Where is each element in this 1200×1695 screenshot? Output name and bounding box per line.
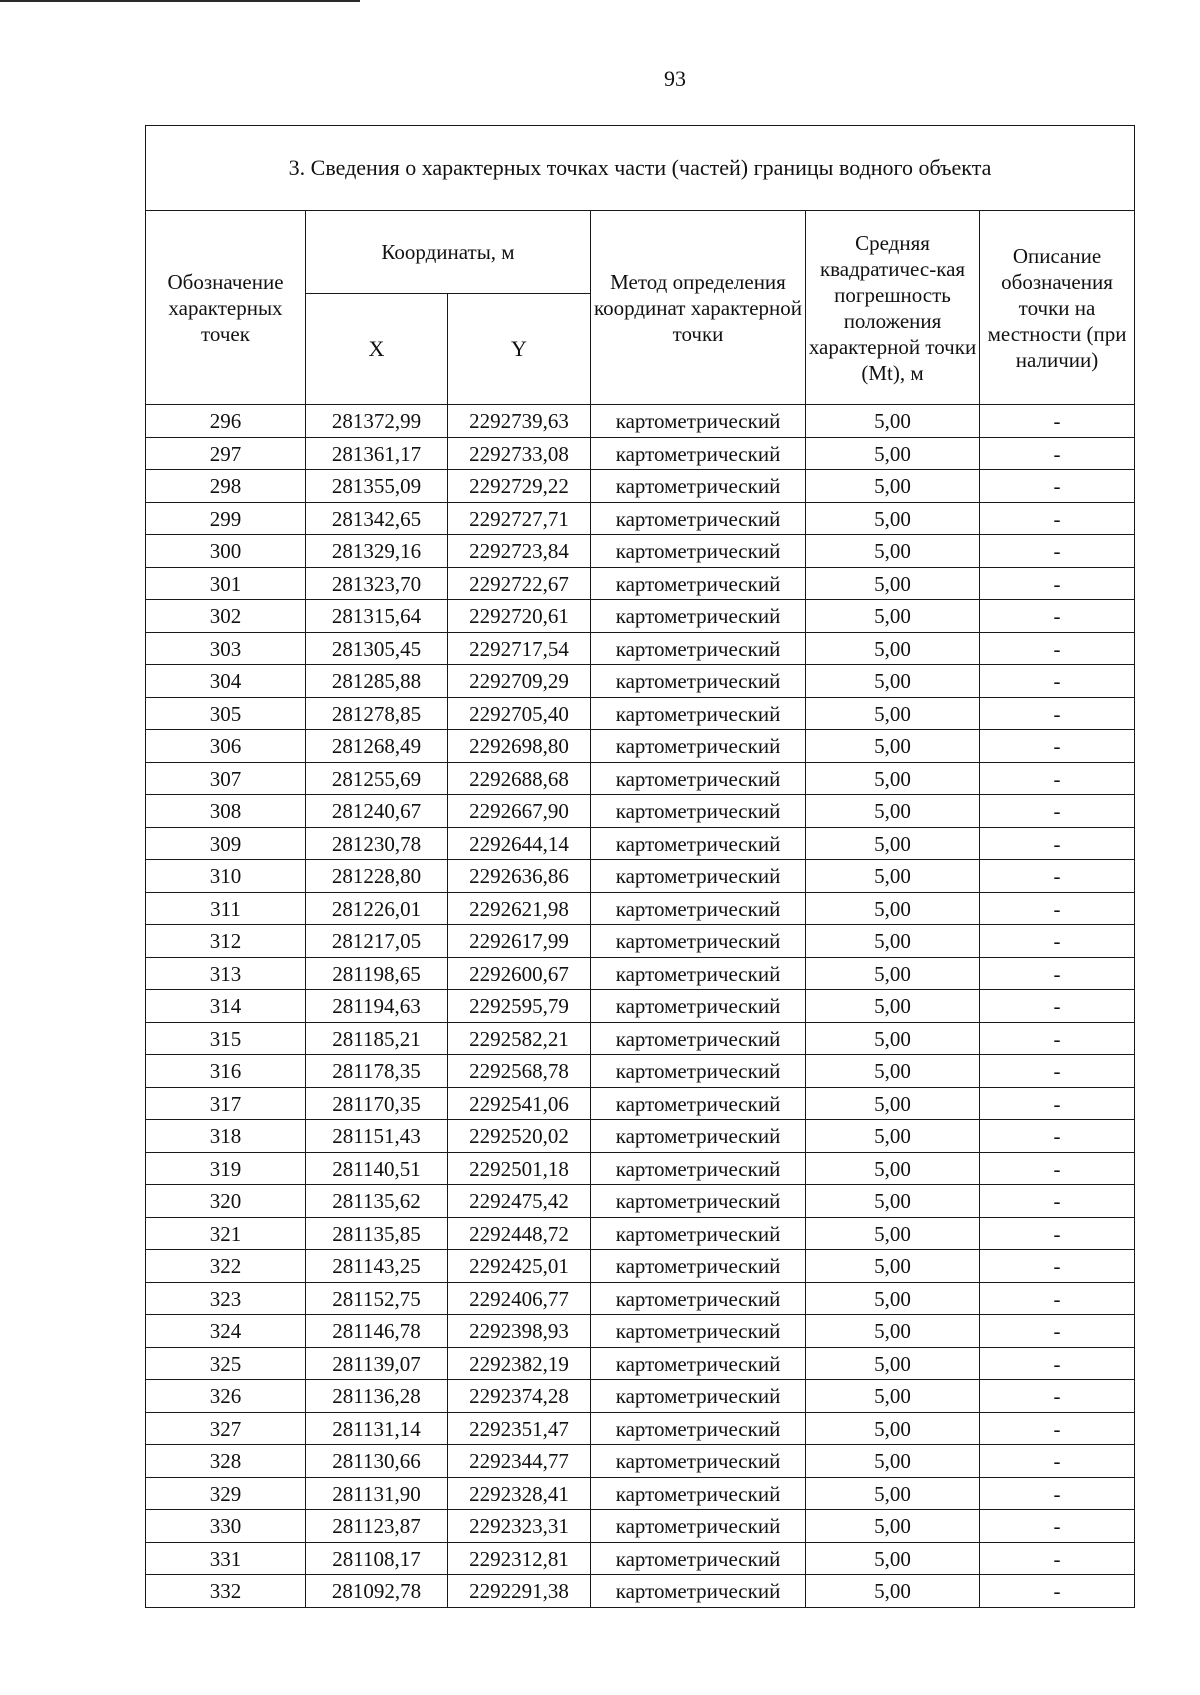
table-row bbox=[146, 437, 1135, 470]
cell-point: 332 bbox=[146, 1575, 306, 1608]
cell-description: - bbox=[980, 827, 1135, 860]
cell-description: - bbox=[980, 1185, 1135, 1218]
cell-description: - bbox=[980, 1087, 1135, 1120]
cell-error: 5,00 bbox=[806, 502, 980, 535]
cell-x: 281136,28 bbox=[306, 1380, 448, 1413]
cell-y: 2292425,01 bbox=[448, 1250, 591, 1283]
table-row bbox=[146, 1380, 1135, 1413]
cell-error: 5,00 bbox=[806, 1380, 980, 1413]
cell-description: - bbox=[980, 567, 1135, 600]
cell-description: - bbox=[980, 632, 1135, 665]
cell-x: 281323,70 bbox=[306, 567, 448, 600]
cell-error: 5,00 bbox=[806, 1185, 980, 1218]
cell-method: картометрический bbox=[591, 1412, 806, 1445]
cell-description: - bbox=[980, 535, 1135, 568]
cell-method: картометрический bbox=[591, 1542, 806, 1575]
cell-error: 5,00 bbox=[806, 730, 980, 763]
table-row bbox=[146, 1217, 1135, 1250]
cell-method: картометрический bbox=[591, 860, 806, 893]
table-row bbox=[146, 1542, 1135, 1575]
cell-y: 2292582,21 bbox=[448, 1022, 591, 1055]
cell-description: - bbox=[980, 1315, 1135, 1348]
cell-x: 281285,88 bbox=[306, 665, 448, 698]
cell-method: картометрический bbox=[591, 1185, 806, 1218]
table-row bbox=[146, 1120, 1135, 1153]
cell-y: 2292667,90 bbox=[448, 795, 591, 828]
cell-description: - bbox=[980, 665, 1135, 698]
cell-point: 325 bbox=[146, 1347, 306, 1380]
table-row bbox=[146, 1087, 1135, 1120]
cell-point: 329 bbox=[146, 1477, 306, 1510]
cell-method: картометрический bbox=[591, 730, 806, 763]
cell-method: картометрический bbox=[591, 1250, 806, 1283]
cell-error: 5,00 bbox=[806, 632, 980, 665]
cell-method: картометрический bbox=[591, 762, 806, 795]
table-row bbox=[146, 470, 1135, 503]
table-row bbox=[146, 1510, 1135, 1543]
cell-x: 281342,65 bbox=[306, 502, 448, 535]
cell-error: 5,00 bbox=[806, 535, 980, 568]
cell-method: картометрический bbox=[591, 990, 806, 1023]
cell-y: 2292698,80 bbox=[448, 730, 591, 763]
cell-x: 281131,14 bbox=[306, 1412, 448, 1445]
cell-x: 281194,63 bbox=[306, 990, 448, 1023]
cell-error: 5,00 bbox=[806, 437, 980, 470]
cell-description: - bbox=[980, 1217, 1135, 1250]
cell-description: - bbox=[980, 990, 1135, 1023]
cell-point: 306 bbox=[146, 730, 306, 763]
cell-point: 318 bbox=[146, 1120, 306, 1153]
header-mean-square-error: Средняя квадратичес-кая погрешность положения характерной точки (Mt), м bbox=[806, 211, 980, 405]
table-row bbox=[146, 957, 1135, 990]
cell-x: 281228,80 bbox=[306, 860, 448, 893]
table-row bbox=[146, 1185, 1135, 1218]
cell-x: 281140,51 bbox=[306, 1152, 448, 1185]
cell-y: 2292705,40 bbox=[448, 697, 591, 730]
cell-description: - bbox=[980, 697, 1135, 730]
cell-y: 2292568,78 bbox=[448, 1055, 591, 1088]
cell-y: 2292717,54 bbox=[448, 632, 591, 665]
cell-point: 299 bbox=[146, 502, 306, 535]
cell-point: 322 bbox=[146, 1250, 306, 1283]
cell-method: картометрический bbox=[591, 437, 806, 470]
cell-point: 316 bbox=[146, 1055, 306, 1088]
cell-error: 5,00 bbox=[806, 1542, 980, 1575]
cell-description: - bbox=[980, 730, 1135, 763]
table-row bbox=[146, 632, 1135, 665]
cell-x: 281123,87 bbox=[306, 1510, 448, 1543]
cell-method: картометрический bbox=[591, 1445, 806, 1478]
cell-point: 309 bbox=[146, 827, 306, 860]
cell-error: 5,00 bbox=[806, 1055, 980, 1088]
cell-description: - bbox=[980, 1575, 1135, 1608]
cell-point: 305 bbox=[146, 697, 306, 730]
cell-y: 2292312,81 bbox=[448, 1542, 591, 1575]
table-row bbox=[146, 892, 1135, 925]
cell-method: картометрический bbox=[591, 470, 806, 503]
cell-description: - bbox=[980, 1282, 1135, 1315]
table-row bbox=[146, 1412, 1135, 1445]
cell-method: картометрический bbox=[591, 1217, 806, 1250]
cell-x: 281108,17 bbox=[306, 1542, 448, 1575]
cell-point: 301 bbox=[146, 567, 306, 600]
cell-x: 281278,85 bbox=[306, 697, 448, 730]
cell-point: 319 bbox=[146, 1152, 306, 1185]
cell-point: 302 bbox=[146, 600, 306, 633]
cell-error: 5,00 bbox=[806, 1445, 980, 1478]
cell-error: 5,00 bbox=[806, 925, 980, 958]
cell-point: 320 bbox=[146, 1185, 306, 1218]
cell-y: 2292644,14 bbox=[448, 827, 591, 860]
table-row bbox=[146, 697, 1135, 730]
page-number: 93 bbox=[664, 66, 686, 91]
cell-point: 300 bbox=[146, 535, 306, 568]
cell-point: 296 bbox=[146, 405, 306, 438]
table-header bbox=[146, 126, 1135, 405]
cell-x: 281268,49 bbox=[306, 730, 448, 763]
cell-x: 281178,35 bbox=[306, 1055, 448, 1088]
cell-point: 311 bbox=[146, 892, 306, 925]
cell-error: 5,00 bbox=[806, 1412, 980, 1445]
boundary-points-table bbox=[145, 125, 1135, 1608]
cell-point: 321 bbox=[146, 1217, 306, 1250]
cell-x: 281372,99 bbox=[306, 405, 448, 438]
cell-point: 298 bbox=[146, 470, 306, 503]
cell-y: 2292723,84 bbox=[448, 535, 591, 568]
cell-x: 281315,64 bbox=[306, 600, 448, 633]
cell-error: 5,00 bbox=[806, 567, 980, 600]
cell-description: - bbox=[980, 892, 1135, 925]
cell-y: 2292621,98 bbox=[448, 892, 591, 925]
cell-description: - bbox=[980, 1510, 1135, 1543]
cell-description: - bbox=[980, 1055, 1135, 1088]
cell-y: 2292344,77 bbox=[448, 1445, 591, 1478]
cell-x: 281355,09 bbox=[306, 470, 448, 503]
cell-description: - bbox=[980, 1445, 1135, 1478]
cell-description: - bbox=[980, 470, 1135, 503]
cell-y: 2292328,41 bbox=[448, 1477, 591, 1510]
cell-description: - bbox=[980, 502, 1135, 535]
cell-point: 303 bbox=[146, 632, 306, 665]
cell-error: 5,00 bbox=[806, 860, 980, 893]
cell-method: картометрический bbox=[591, 502, 806, 535]
header-description: Описание обозначения точки на местности (при наличии) bbox=[980, 211, 1135, 405]
cell-method: картометрический bbox=[591, 632, 806, 665]
cell-point: 314 bbox=[146, 990, 306, 1023]
cell-error: 5,00 bbox=[806, 990, 980, 1023]
cell-x: 281146,78 bbox=[306, 1315, 448, 1348]
table-row bbox=[146, 730, 1135, 763]
cell-description: - bbox=[980, 1412, 1135, 1445]
cell-description: - bbox=[980, 925, 1135, 958]
cell-y: 2292722,67 bbox=[448, 567, 591, 600]
cell-method: картометрический bbox=[591, 1055, 806, 1088]
cell-error: 5,00 bbox=[806, 1510, 980, 1543]
cell-method: картометрический bbox=[591, 665, 806, 698]
cell-error: 5,00 bbox=[806, 1120, 980, 1153]
cell-y: 2292448,72 bbox=[448, 1217, 591, 1250]
cell-x: 281143,25 bbox=[306, 1250, 448, 1283]
cell-method: картометрический bbox=[591, 795, 806, 828]
cell-point: 326 bbox=[146, 1380, 306, 1413]
cell-method: картометрический bbox=[591, 600, 806, 633]
cell-method: картометрический bbox=[591, 1152, 806, 1185]
table-row bbox=[146, 405, 1135, 438]
cell-error: 5,00 bbox=[806, 697, 980, 730]
cell-y: 2292727,71 bbox=[448, 502, 591, 535]
cell-method: картометрический bbox=[591, 1315, 806, 1348]
cell-method: картометрический bbox=[591, 1282, 806, 1315]
cell-method: картометрический bbox=[591, 827, 806, 860]
cell-x: 281139,07 bbox=[306, 1347, 448, 1380]
cell-description: - bbox=[980, 437, 1135, 470]
cell-point: 313 bbox=[146, 957, 306, 990]
cell-method: картометрический bbox=[591, 925, 806, 958]
cell-method: картометрический bbox=[591, 405, 806, 438]
header-y: Y bbox=[448, 294, 591, 405]
table-row bbox=[146, 1575, 1135, 1608]
cell-method: картометрический bbox=[591, 1022, 806, 1055]
cell-point: 323 bbox=[146, 1282, 306, 1315]
cell-x: 281217,05 bbox=[306, 925, 448, 958]
cell-x: 281092,78 bbox=[306, 1575, 448, 1608]
cell-y: 2292475,42 bbox=[448, 1185, 591, 1218]
cell-y: 2292733,08 bbox=[448, 437, 591, 470]
cell-description: - bbox=[980, 795, 1135, 828]
cell-description: - bbox=[980, 1022, 1135, 1055]
cell-error: 5,00 bbox=[806, 892, 980, 925]
cell-description: - bbox=[980, 1250, 1135, 1283]
header-point-designation: Обозначение характерных точек bbox=[146, 211, 306, 405]
section-title: 3. Сведения о характерных точках части (частей) границы водного объекта bbox=[146, 126, 1135, 211]
cell-error: 5,00 bbox=[806, 665, 980, 698]
cell-x: 281305,45 bbox=[306, 632, 448, 665]
cell-description: - bbox=[980, 1120, 1135, 1153]
cell-x: 281130,66 bbox=[306, 1445, 448, 1478]
cell-point: 310 bbox=[146, 860, 306, 893]
cell-method: картометрический bbox=[591, 1510, 806, 1543]
cell-point: 331 bbox=[146, 1542, 306, 1575]
cell-description: - bbox=[980, 1380, 1135, 1413]
cell-method: картометрический bbox=[591, 1575, 806, 1608]
cell-x: 281255,69 bbox=[306, 762, 448, 795]
cell-method: картометрический bbox=[591, 535, 806, 568]
table-row bbox=[146, 1477, 1135, 1510]
table-row bbox=[146, 1022, 1135, 1055]
table-row bbox=[146, 600, 1135, 633]
cell-error: 5,00 bbox=[806, 1575, 980, 1608]
cell-x: 281152,75 bbox=[306, 1282, 448, 1315]
cell-x: 281361,17 bbox=[306, 437, 448, 470]
cell-method: картометрический bbox=[591, 892, 806, 925]
cell-x: 281240,67 bbox=[306, 795, 448, 828]
cell-x: 281135,85 bbox=[306, 1217, 448, 1250]
cell-description: - bbox=[980, 1477, 1135, 1510]
cell-point: 324 bbox=[146, 1315, 306, 1348]
cell-error: 5,00 bbox=[806, 1217, 980, 1250]
cell-point: 308 bbox=[146, 795, 306, 828]
header-x: X bbox=[306, 294, 448, 405]
cell-method: картометрический bbox=[591, 1380, 806, 1413]
cell-y: 2292688,68 bbox=[448, 762, 591, 795]
cell-error: 5,00 bbox=[806, 795, 980, 828]
table-body bbox=[146, 405, 1135, 1608]
cell-method: картометрический bbox=[591, 1477, 806, 1510]
table-row bbox=[146, 1152, 1135, 1185]
cell-y: 2292374,28 bbox=[448, 1380, 591, 1413]
cell-method: картометрический bbox=[591, 1120, 806, 1153]
cell-description: - bbox=[980, 1542, 1135, 1575]
cell-y: 2292323,31 bbox=[448, 1510, 591, 1543]
cell-x: 281198,65 bbox=[306, 957, 448, 990]
table-row bbox=[146, 665, 1135, 698]
cell-error: 5,00 bbox=[806, 957, 980, 990]
table-row bbox=[146, 1315, 1135, 1348]
cell-y: 2292520,02 bbox=[448, 1120, 591, 1153]
cell-description: - bbox=[980, 957, 1135, 990]
cell-error: 5,00 bbox=[806, 405, 980, 438]
scan-edge-line bbox=[0, 0, 360, 2]
cell-error: 5,00 bbox=[806, 762, 980, 795]
table-row bbox=[146, 567, 1135, 600]
cell-description: - bbox=[980, 1347, 1135, 1380]
cell-x: 281329,16 bbox=[306, 535, 448, 568]
cell-method: картометрический bbox=[591, 697, 806, 730]
cell-method: картометрический bbox=[591, 1087, 806, 1120]
cell-y: 2292600,67 bbox=[448, 957, 591, 990]
cell-y: 2292617,99 bbox=[448, 925, 591, 958]
cell-point: 307 bbox=[146, 762, 306, 795]
cell-point: 330 bbox=[146, 1510, 306, 1543]
cell-description: - bbox=[980, 600, 1135, 633]
table-row bbox=[146, 827, 1135, 860]
cell-error: 5,00 bbox=[806, 1347, 980, 1380]
cell-y: 2292720,61 bbox=[448, 600, 591, 633]
cell-error: 5,00 bbox=[806, 1477, 980, 1510]
cell-x: 281135,62 bbox=[306, 1185, 448, 1218]
table-row bbox=[146, 860, 1135, 893]
cell-description: - bbox=[980, 405, 1135, 438]
cell-x: 281131,90 bbox=[306, 1477, 448, 1510]
cell-point: 327 bbox=[146, 1412, 306, 1445]
cell-y: 2292406,77 bbox=[448, 1282, 591, 1315]
cell-error: 5,00 bbox=[806, 1282, 980, 1315]
cell-y: 2292382,19 bbox=[448, 1347, 591, 1380]
cell-x: 281170,35 bbox=[306, 1087, 448, 1120]
table-row bbox=[146, 1055, 1135, 1088]
cell-error: 5,00 bbox=[806, 1087, 980, 1120]
cell-x: 281151,43 bbox=[306, 1120, 448, 1153]
cell-point: 312 bbox=[146, 925, 306, 958]
header-method: Метод определения координат характерной точки bbox=[591, 211, 806, 405]
cell-description: - bbox=[980, 762, 1135, 795]
table-row bbox=[146, 535, 1135, 568]
cell-error: 5,00 bbox=[806, 1250, 980, 1283]
cell-point: 297 bbox=[146, 437, 306, 470]
cell-y: 2292595,79 bbox=[448, 990, 591, 1023]
cell-method: картометрический bbox=[591, 567, 806, 600]
cell-y: 2292398,93 bbox=[448, 1315, 591, 1348]
cell-point: 315 bbox=[146, 1022, 306, 1055]
cell-error: 5,00 bbox=[806, 1022, 980, 1055]
table-row bbox=[146, 1445, 1135, 1478]
cell-method: картометрический bbox=[591, 957, 806, 990]
cell-description: - bbox=[980, 860, 1135, 893]
table-row bbox=[146, 795, 1135, 828]
table-row bbox=[146, 990, 1135, 1023]
cell-y: 2292729,22 bbox=[448, 470, 591, 503]
cell-error: 5,00 bbox=[806, 470, 980, 503]
cell-x: 281226,01 bbox=[306, 892, 448, 925]
table-row bbox=[146, 925, 1135, 958]
cell-y: 2292351,47 bbox=[448, 1412, 591, 1445]
cell-x: 281230,78 bbox=[306, 827, 448, 860]
cell-method: картометрический bbox=[591, 1347, 806, 1380]
cell-y: 2292739,63 bbox=[448, 405, 591, 438]
cell-y: 2292291,38 bbox=[448, 1575, 591, 1608]
cell-point: 317 bbox=[146, 1087, 306, 1120]
cell-y: 2292636,86 bbox=[448, 860, 591, 893]
table-row bbox=[146, 502, 1135, 535]
cell-point: 304 bbox=[146, 665, 306, 698]
cell-error: 5,00 bbox=[806, 600, 980, 633]
cell-point: 328 bbox=[146, 1445, 306, 1478]
header-coordinates: Координаты, м bbox=[306, 211, 591, 294]
cell-description: - bbox=[980, 1152, 1135, 1185]
cell-error: 5,00 bbox=[806, 827, 980, 860]
cell-y: 2292501,18 bbox=[448, 1152, 591, 1185]
cell-error: 5,00 bbox=[806, 1152, 980, 1185]
cell-y: 2292541,06 bbox=[448, 1087, 591, 1120]
table-row bbox=[146, 1347, 1135, 1380]
cell-y: 2292709,29 bbox=[448, 665, 591, 698]
table-row bbox=[146, 1282, 1135, 1315]
cell-x: 281185,21 bbox=[306, 1022, 448, 1055]
cell-error: 5,00 bbox=[806, 1315, 980, 1348]
table-row bbox=[146, 762, 1135, 795]
table-row bbox=[146, 1250, 1135, 1283]
